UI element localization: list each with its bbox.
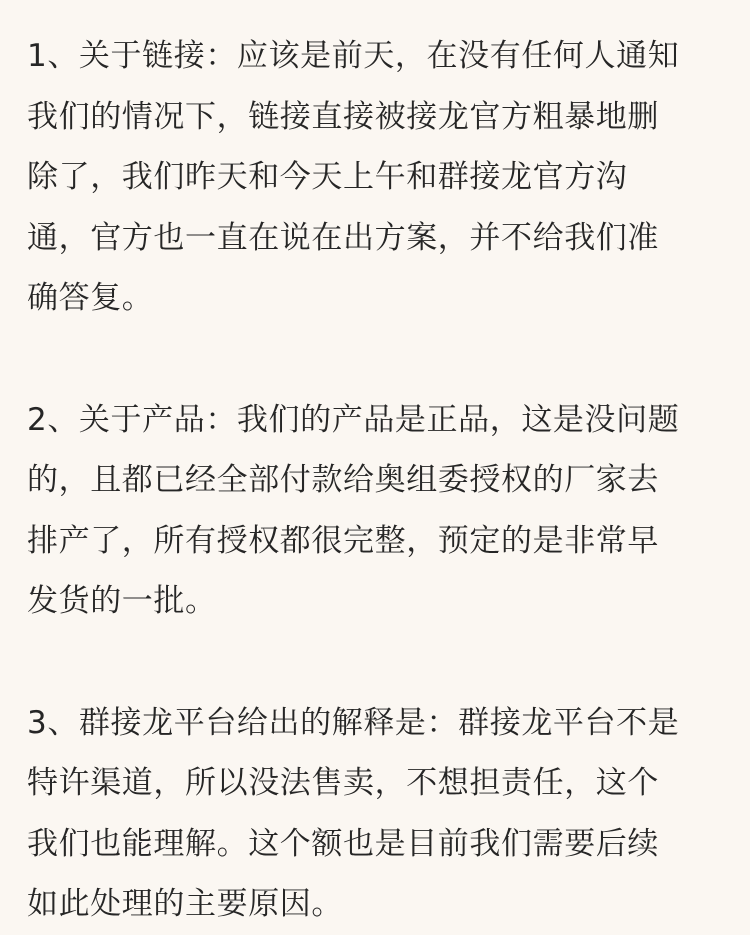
text-line: 排产了，所有授权都很完整，预定的是非常早 xyxy=(27,522,659,559)
paragraph-spacer xyxy=(27,329,722,390)
text-line: 确答复。 xyxy=(27,280,154,316)
text-line: 1、关于链接：应该是前天，在没有任何人通知 xyxy=(27,38,680,74)
text-line: 如此处理的主要原因。 xyxy=(27,886,343,922)
text-line: 2、关于产品：我们的产品是正品，这是没问题 xyxy=(27,401,680,438)
text-line: 3、群接龙平台给出的解释是：群接龙平台不是 xyxy=(27,704,680,741)
text-line: 发货的一批。 xyxy=(27,583,217,619)
text-line: 的，且都已经全部付款给奥组委授权的厂家去 xyxy=(27,462,659,498)
text-line: 我们的情况下，链接直接被接龙官方粗暴地删 xyxy=(27,98,659,135)
paragraph-3 xyxy=(27,693,722,935)
paragraph-1 xyxy=(27,26,722,329)
text-line: 通，官方也一直在说在出方案，并不给我们准 xyxy=(27,219,659,256)
paragraph-2 xyxy=(27,390,722,632)
text-line: 特许渠道，所以没法售卖，不想担责任，这个 xyxy=(27,765,659,801)
text-line: 除了，我们昨天和今天上午和群接龙官方沟 xyxy=(27,159,628,195)
paragraph-spacer xyxy=(27,632,722,693)
text-line: 我们也能理解。这个额也是目前我们需要后续 xyxy=(27,825,659,862)
